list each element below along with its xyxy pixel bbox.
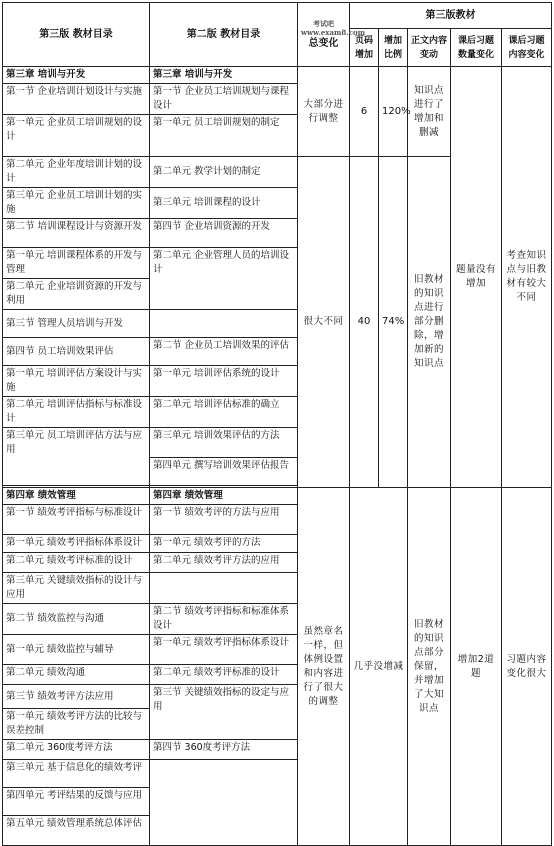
list-item: 第二单元 绩效考评标准的设计 (3, 553, 150, 573)
list-item: 第一单元 培训评估系统的设计 (150, 366, 298, 397)
section1-change-b: 很大不同 (298, 157, 350, 488)
header-third-edition: 第三版 教材目录 (3, 3, 150, 67)
section2-text: 旧教材的知识点部分保留，并增加了大知识点 (408, 488, 451, 846)
list-item: 第一节 绩效考评指标与标准设计 (3, 505, 150, 535)
list-item: 第二单元 绩效考评标准的设计 (150, 665, 298, 685)
list-item: 第三单元 培训效果评估的方法 (150, 428, 298, 458)
list-item: 第三节 绩效考评方法应用 (3, 685, 150, 709)
list-item: 第二单元 绩效考评方法的应用 (150, 553, 298, 573)
list-item: 第四单元 撰写培训效果评估报告 (150, 458, 298, 486)
watermark: 考试吧 www.exam8.com (301, 18, 366, 37)
list-item: 第二单元 绩效沟通 (3, 665, 150, 685)
list-item: 第一单元 绩效考评指标体系设计 (3, 535, 150, 553)
list-item: 第二节 企业员工培训效果的评估 (150, 338, 298, 366)
list-item: 第一单元 培训课程体系的开发与管理 (3, 248, 150, 279)
list-item: 第三节 管理人员培训与开发 (3, 310, 150, 338)
header-text-change: 正文内容变动 (408, 29, 451, 67)
list-item: 第三节 关键绩效指标的设定与应用 (150, 685, 298, 740)
list-item: 第二单元 企业管理人员的培训设计 (150, 248, 298, 310)
list-item: 第二单元 企业年度培训计划的设计 (3, 157, 150, 188)
list-item: 第三单元 培训课程的设计 (150, 188, 298, 219)
list-item: 第二单元 培训评估指标与标准设计 (3, 397, 150, 428)
list-item: 第四节 员工培训效果评估 (3, 338, 150, 366)
list-item: 第四节 企业培训资源的开发 (150, 219, 298, 248)
section2-pages: 几乎没增减 (350, 488, 408, 846)
section1-ratio-a: 120% (379, 67, 408, 157)
list-item: 第二节 绩效考评指标和标准体系设计 (150, 604, 298, 635)
list-item: 第三单元 关键绩效指标的设计与应用 (3, 573, 150, 604)
list-item: 第一单元 培训评估方案设计与实施 (3, 366, 150, 397)
empty-cell (150, 760, 298, 846)
list-item: 第四节 360度考评方法 (150, 740, 298, 760)
section1-text-a: 知识点进行了增加和删减 (408, 67, 451, 157)
list-item: 第一单元 绩效考评指标体系设计 (150, 635, 298, 665)
list-item: 第四单元 考评结果的反馈与应用 (3, 788, 150, 816)
section2-change: 虽然章名一样，但体例设置和内容进行了很大的调整 (298, 488, 350, 846)
list-item: 第一单元 绩效监控与辅导 (3, 635, 150, 665)
section2-exercise-content: 习题内容变化很大 (502, 488, 552, 846)
list-item: 第二单元 企业培训资源的开发与利用 (3, 279, 150, 310)
list-item: 第一单元 绩效考评方法的比较与误差控制 (3, 709, 150, 740)
section1-title-left: 第三章 培训与开发 (3, 67, 150, 84)
header-exercise-count: 课后习题数量变化 (451, 29, 502, 67)
header-second-edition (150, 3, 298, 67)
header-exercise-content: 课后习题内容变化 (502, 29, 552, 67)
section1-change-a: 大部分进行调整 (298, 67, 350, 157)
list-item: 第一单元 员工培训规划的制定 (150, 115, 298, 157)
section2-title-left: 第四章 绩效管理 (3, 488, 150, 505)
section1-text-b: 旧教材的知识点进行部分删除，增加新的知识点 (408, 157, 451, 488)
list-item: 第五单元 绩效管理系统总体评估 (3, 816, 150, 846)
list-item: 第一节 企业培训计划设计与实施 (3, 84, 150, 115)
section2-exercise-count: 增加2道题 (451, 488, 502, 846)
list-item: 第三单元 员工培训评估方法与应用 (3, 428, 150, 486)
section1-exercise-content: 考查知识点与旧教材有较大不同 (502, 67, 552, 488)
comparison-table (2, 2, 552, 846)
list-item: 第二节 培训课程设计与资源开发 (3, 219, 150, 248)
list-item: 第一单元 绩效考评的方法 (150, 535, 298, 553)
list-item: 第二节 绩效监控与沟通 (3, 604, 150, 635)
section1-exercise-count: 题量没有增加 (451, 67, 502, 488)
list-item: 第一节 企业员工培训规划与课程设计 (150, 84, 298, 115)
list-item: 第一节 绩效考评的方法与应用 (150, 505, 298, 535)
section1-pages-a: 6 (350, 67, 379, 157)
header-group: 第三版教材 (350, 3, 552, 29)
list-item: 第二单元 教学计划的制定 (150, 157, 298, 188)
section1-pages-b: 40 (350, 157, 379, 488)
header-pages: 页码增加 (350, 29, 379, 67)
section2-title-right: 第四章 绩效管理 (150, 488, 298, 505)
list-item: 第一单元 企业员工培训规划的设计 (3, 115, 150, 157)
list-item: 第二单元 360度考评方法 (3, 740, 150, 760)
empty-cell (150, 573, 298, 604)
list-item: 第三单元 企业员工培训计划的实施 (3, 188, 150, 219)
list-item: 第三单元 基于信息化的绩效考评 (3, 760, 150, 788)
second-edition-label: 第二版 教材目录 (186, 28, 261, 40)
section1-ratio-b: 74% (379, 157, 408, 488)
section1-title-right: 第三章 培训与开发 (150, 67, 298, 84)
empty-cell (150, 310, 298, 338)
list-item: 第二单元 培训评估标准的确立 (150, 397, 298, 428)
header-total-change: 考试吧 www.exam8.com 总变化 (298, 3, 350, 67)
header-ratio: 增加比例 (379, 29, 408, 67)
